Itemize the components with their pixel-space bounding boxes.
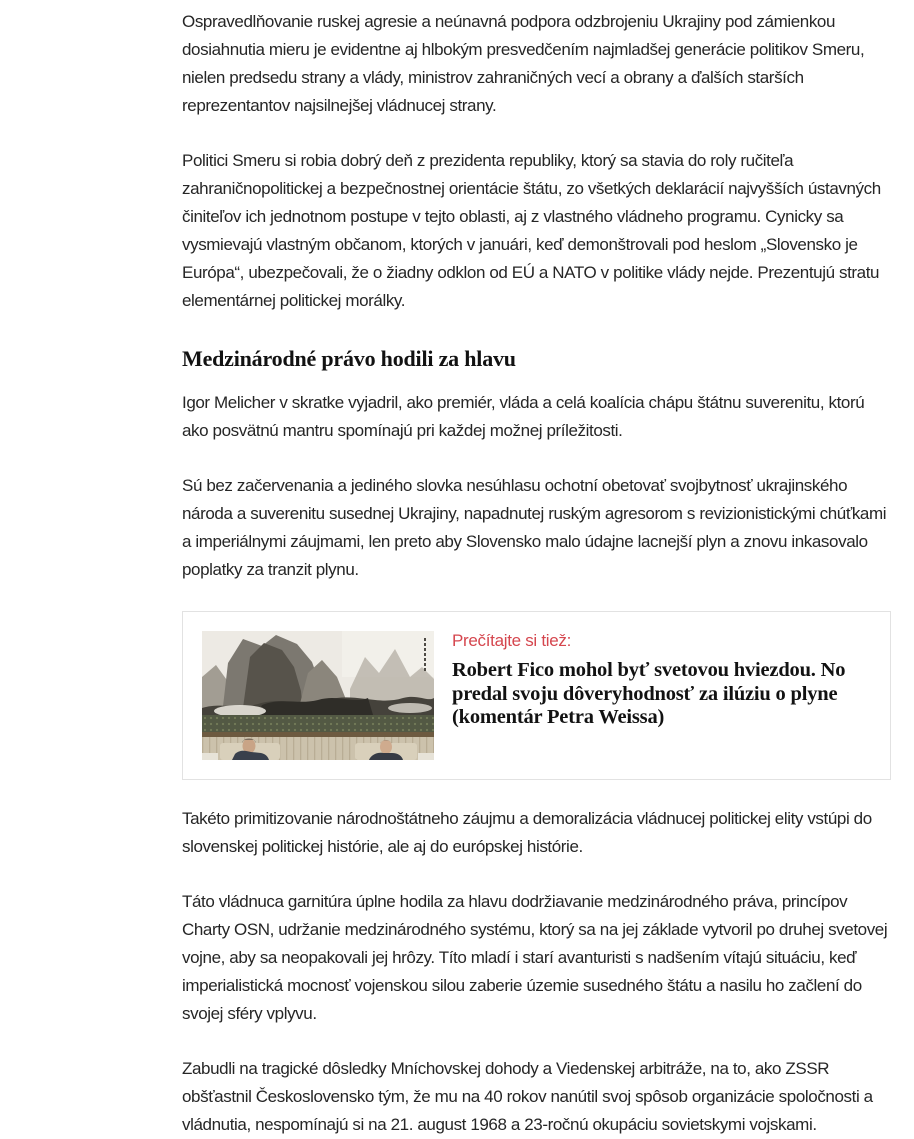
related-article-box [182, 611, 891, 780]
paragraph: Ospravedlňovanie ruskej agresie a neúnavná podpora odzbrojeniu Ukrajiny pod zámienkou dosiahnutia mieru je evidentne aj hlbokým presvedčením najmladšej generácie politikov Smeru, nielen predsedu strany a vlády, ministrov zahraničných vecí a obrany a ďalších starších reprezentantov najsilnejšej vládnucej strany. [182, 12, 865, 115]
paragraph: Takéto primitizovanie národnoštátneho záujmu a demoralizácia vládnucej politickej elity vstúpi do slovenskej politickej histórie, ale aj do európskej histórie. [182, 809, 872, 856]
related-article-text [452, 631, 871, 730]
related-article-thumbnail[interactable] [202, 631, 434, 760]
related-article-link[interactable]: Robert Fico mohol byť svetovou hviezdou. No predal svoju dôveryhodnosť za ilúziu o plyne (komentár Petra Weissa) [452, 659, 846, 728]
paragraph: Sú bez začervenania a jediného slovka nesúhlasu ochotní obetovať svojbytnosť ukrajinského národa a suverenitu susednej Ukrajiny, napadnutej ruským agresorom s revizionistickými chúťkami a imperiálnymi záujmami, len preto aby Slovensko malo údajne lacnejší plyn a znovu inkasovalo poplatky za tranzit plynu. [182, 476, 887, 579]
paragraph: Táto vládnuca garnitúra úplne hodila za hlavu dodržiavanie medzinárodného práva, princípov Charty OSN, udržanie medzinárodného systému, ktorý sa na jej základe vytvoril po druhej svetovej vojne, aby sa neopakovali jej hrôzy. Títo mladí i starí avanturisti s nadšením vítajú situáciu, keď imperialistická mocnosť vojenskou silou zaberie územie susedného štátu a nasilu ho začlení do svojej sféry vplyvu. [182, 892, 888, 1023]
paragraph: Zabudli na tragické dôsledky Mníchovskej dohody a Viedenskej arbitráže, na to, ako ZSSR obšťastnil Československo tým, že mu na 40 rokov nanútil svoj spôsob organizácie spoločnosti a vládnutia, nespomínajú si na 21. august 1968 a 23-ročnú okupáciu sovietskymi vojskami. [182, 1059, 873, 1134]
related-kicker-label: Prečítajte si tiež: [452, 631, 572, 650]
section-heading: Medzinárodné právo hodili za hlavu [182, 346, 516, 371]
pattern-band [202, 715, 434, 732]
wood-rail [202, 732, 434, 737]
paragraph: Igor Melicher v skratke vyjadril, ako premiér, vláda a celá koalícia chápu štátnu suverenitu, ktorú ako posvätnú mantru spomínajú pri každej možnej príležitosti. [182, 393, 865, 440]
paragraph: Politici Smeru si robia dobrý deň z prezidenta republiky, ktorý sa stavia do roly ručiteľa zahraničnopolitickej a bezpečnostnej orientácie štátu, zo všetkých deklarácií najvyšších ústavných činiteľov ich jednotnom postupe v tejto oblasti, aj z vlastného vládneho programu. Cynicky sa vysmievajú vlastným občanom, ktorých v januári, keď demonštrovali pod heslom „Slovensko je Európa“, ubezpečovali, že o žiadny odklon od EÚ a NATO v politike vlády nejde. Prezentujú stratu elementárnej politickej morálky. [182, 151, 881, 310]
